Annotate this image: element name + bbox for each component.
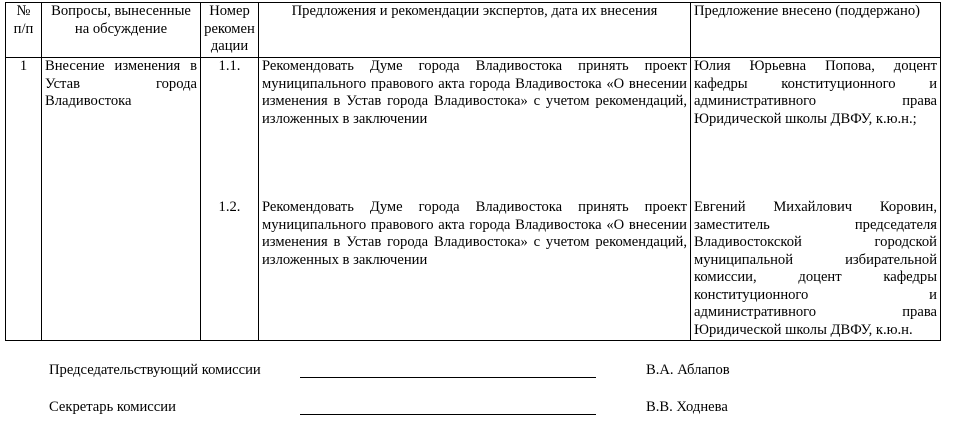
rec-num-1: 1.1. xyxy=(218,58,241,74)
chairman-signature-line xyxy=(300,377,596,378)
submitted-cell xyxy=(691,58,941,341)
header-proposals: Предложения и рекомендации экспертов, дата их внесения xyxy=(259,3,691,58)
header-num: № п/п xyxy=(6,3,42,58)
row-num: 1 xyxy=(6,58,42,341)
submitted-1: Юлия Юрьевна Попова, доцент кафедры конституционного и административного права Юридической школы ДВФУ, к.ю.н.; xyxy=(694,58,937,127)
rec-num-cell xyxy=(201,58,259,341)
row-question: Внесение изменения в Устав города Владивостока xyxy=(42,58,201,341)
secretary-signature-line xyxy=(300,414,596,415)
submitted-2: Евгений Михайлович Коровин, заместитель председателя Владивостокской городской муниципальной избирательной комиссии, доцент кафедры конституционного и административного права Юридической школы ДВФУ, к.ю.н. xyxy=(694,199,937,338)
chairman-name: В.А. Аблапов xyxy=(646,362,730,378)
secretary-role: Секретарь комиссии xyxy=(49,399,176,415)
proposal-1: Рекомендовать Думе города Владивостока принять проект муниципального правового акта города Владивостока «О внесении изменения в Устав города Владивостока» с учетом рекомендаций, изложенных в заключении xyxy=(262,58,687,127)
header-questions: Вопросы, вынесенные на обсуждение xyxy=(42,3,201,58)
rec-num-2: 1.2. xyxy=(218,199,241,215)
table-row xyxy=(6,58,941,341)
table-header-row xyxy=(6,3,941,58)
header-submitted: Предложение внесено (поддержано) xyxy=(691,3,941,58)
chairman-role: Председательствующий комиссии xyxy=(49,362,261,378)
secretary-name: В.В. Ходнева xyxy=(646,399,728,415)
proposal-2: Рекомендовать Думе города Владивостока принять проект муниципального правового акта города Владивостока «О внесении изменения в Устав города Владивостока» с учетом рекомендаций, изложенных в заключении xyxy=(262,199,687,268)
proposal-cell xyxy=(259,58,691,341)
header-rec-num: Номер рекомендации xyxy=(201,3,259,58)
proposals-table xyxy=(5,2,941,341)
